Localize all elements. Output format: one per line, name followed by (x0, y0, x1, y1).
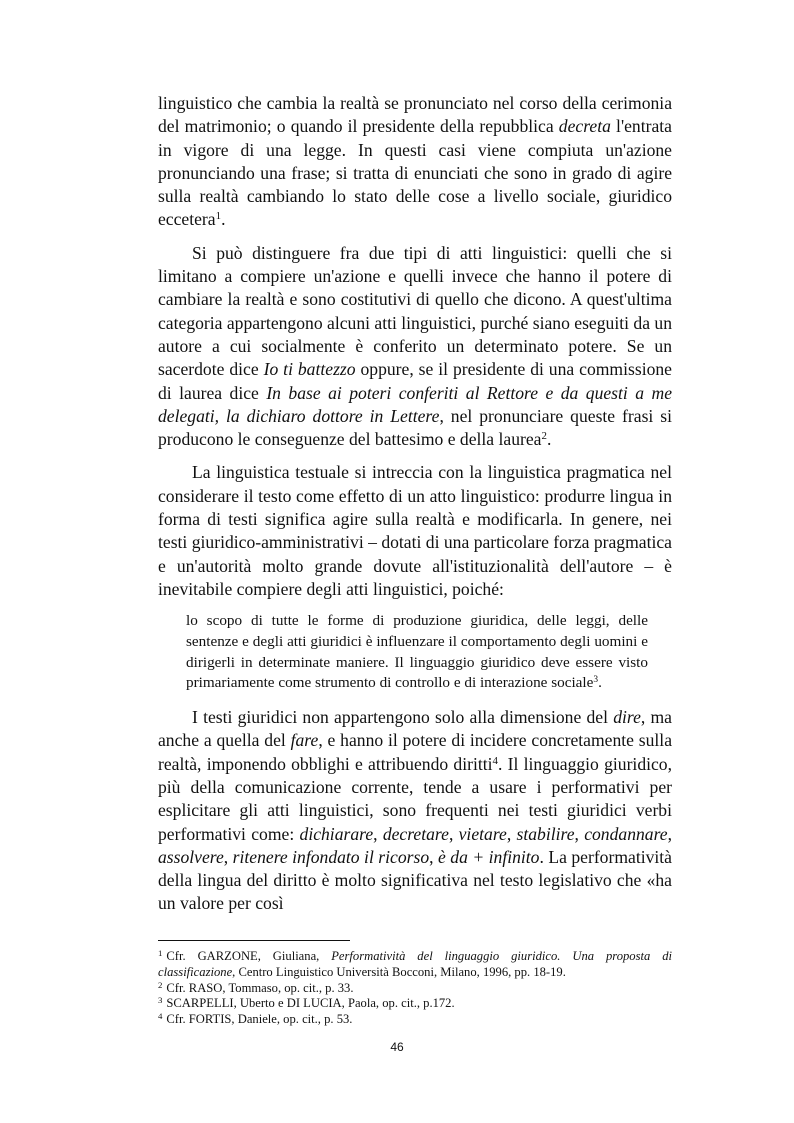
footnote-ref-3[interactable]: 3 (593, 675, 599, 686)
text-run: , ma anche a quella del (158, 707, 672, 751)
text-run: l'entrata in vigore di una legge. In questi casi viene compiuta un'azione pronunciando una frase; si tratta di enunciati che sono in grado di agire sulla realtà cambiando lo stato delle cose a livello sociale, giuridico eccetera (158, 116, 672, 230)
text-run: , Centro Linguistico Università Bocconi, Milano, 1996, pp. 18-19. (232, 964, 566, 979)
text-run: lo scopo di tutte le forme di produzione giuridica, delle leggi, delle sentenze e degli atti giuridici è influenzare il comportamento degli uomini e dirigerli in determinate maniere. Il linguaggio giuridico deve essere visto primariamente come strumento di controllo e di interazione sociale (186, 612, 648, 692)
footnote-4 (158, 1012, 672, 1028)
footnotes (158, 940, 672, 1028)
italic-run: Performatività del linguaggio giuridico. Una proposta di classificazione (158, 949, 672, 979)
text-run: . (598, 674, 602, 692)
text-run: , (448, 823, 459, 844)
italic-run: Io ti battezzo (263, 359, 356, 380)
footnote-ref-1[interactable]: 1 (215, 210, 222, 223)
text-run: . (546, 429, 552, 450)
paragraph-2 (158, 242, 672, 452)
footnote-separator (158, 940, 350, 941)
italic-run: condannare (584, 823, 668, 844)
text-run: I testi giuridici non appartengono solo alla dimensione del (192, 707, 614, 728)
italic-run: decretare (382, 823, 449, 844)
text-run: , (506, 823, 517, 844)
text-run: , (373, 823, 383, 844)
italic-run: dichiarare (299, 823, 374, 844)
italic-run: In base ai poteri conferiti al Rettore e da questi a me delegati, la dichiaro dottore in Lettere (158, 382, 673, 426)
italic-run: stabilire (516, 823, 575, 844)
italic-run: decreta (558, 116, 611, 137)
footnote-number: 1 (158, 948, 163, 959)
text-run: Si può distinguere fra due tipi di atti linguistici: quelli che si limitano a compiere un'azione e quelli invece che hanno il potere di cambiare la realtà e sono costitutivi di quello che dicono. A quest'ultima categoria appartengono alcuni atti linguistici, purché siano eseguiti da un autore a cui socialmente è conferito un determinato potere. Se un sacerdote dice (158, 242, 672, 380)
paragraph-3 (158, 461, 672, 601)
text-run: linguistico che cambia la realtà se pronunciato nel corso della cerimonia del matrimonio; o quando il presidente della repubblica (158, 93, 672, 137)
text-run: Cfr. RASO, Tommaso, op. cit., p. 33. (166, 980, 354, 995)
text-run: La linguistica testuale si intreccia con la linguistica pragmatica nel considerare il testo come effetto di un atto linguistico: produrre lingua in forma di testi significa agire sulla realtà e modificarla. In genere, nei testi giuridico-amministrativi – dotati di una particolare forza pragmatica e un'autorità molto grande dovute all'istituzionalità dell'autore – è inevitabile compiere degli atti linguistici, poiché: (158, 462, 672, 599)
italic-run: assolvere (158, 846, 224, 867)
text-run: Cfr. GARZONE, Giuliana, (166, 949, 332, 963)
text-run: , (429, 846, 438, 867)
paragraph-1 (158, 92, 672, 232)
italic-run: è da + infinito (438, 846, 540, 867)
footnote-number: 4 (158, 1011, 163, 1022)
italic-run: dire (613, 707, 641, 728)
text-run: Cfr. FORTIS, Daniele, op. cit., p. 53. (166, 1012, 353, 1027)
page-number: 46 (390, 1040, 404, 1054)
text-run: , nel pronunciare queste frasi si producono le conseguenze del battesimo e della laurea (158, 405, 672, 450)
footnote-1 (158, 949, 672, 981)
italic-run: ritenere infondato il ricorso (232, 846, 430, 867)
block-quote (186, 611, 648, 694)
text-run: . Il linguaggio giuridico, più della comunicazione corrente, tende a usare i performativi per esplicitare gli atti linguistici, sono frequenti nei testi giuridici verbi performativi come: (158, 753, 673, 844)
footnote-2 (158, 981, 672, 997)
text-run: , (574, 823, 585, 844)
text-run: SCARPELLI, Uberto e DI LUCIA, Paola, op. cit., p.172. (166, 996, 455, 1011)
italic-run: vietare (458, 823, 507, 844)
text-run: , (223, 846, 233, 867)
paragraph-4 (158, 706, 672, 916)
text-run: . La performatività della lingua del diritto è molto significativa nel testo legislativo che «ha un valore per così (158, 846, 672, 914)
footnote-ref-2[interactable]: 2 (541, 430, 547, 443)
italic-run: fare (290, 730, 319, 751)
footnote-ref-4[interactable]: 4 (492, 754, 498, 767)
text-run: oppure, se il presidente di una commissione di laurea dice (158, 359, 672, 403)
footnote-number: 2 (158, 979, 163, 990)
text-run: , (667, 823, 672, 844)
footnote-3 (158, 996, 672, 1012)
text-run: . (221, 209, 226, 230)
text-run: , e hanno il potere di incidere concretamente sulla realtà, imponendo obblighi e attribuendo diritti (158, 730, 673, 774)
footnote-number: 3 (158, 995, 163, 1006)
page-body (158, 92, 672, 926)
